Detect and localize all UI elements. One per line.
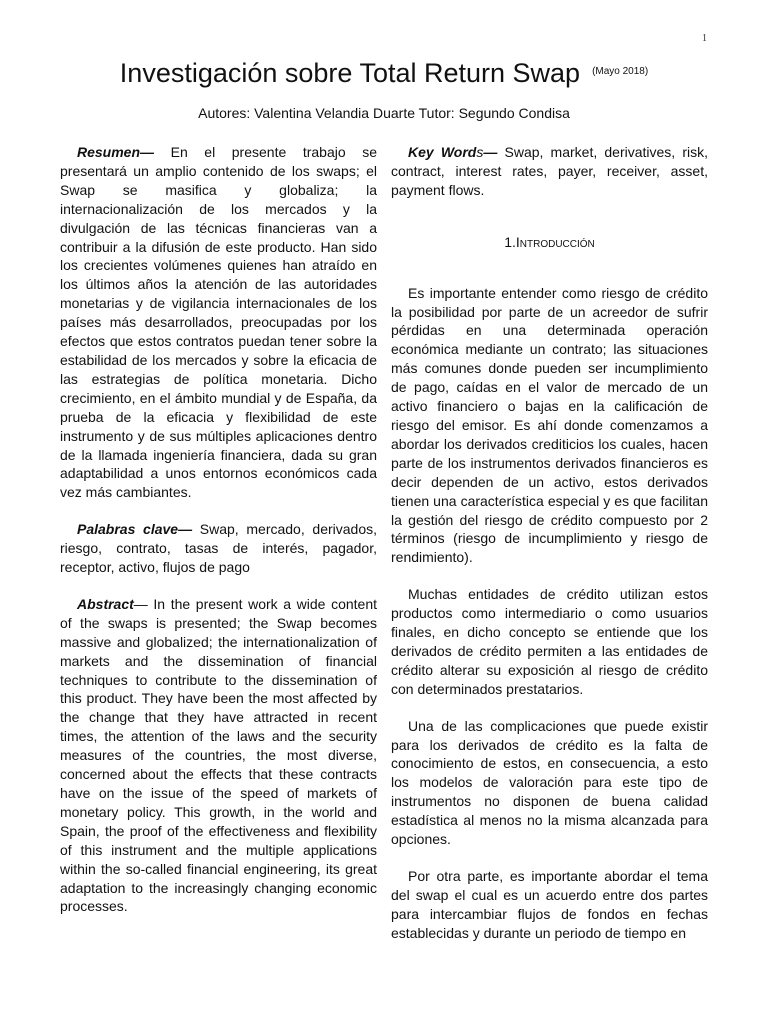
right-column xyxy=(391,143,708,961)
key-words-paragraph xyxy=(391,143,708,200)
key-words-heading-s: s xyxy=(476,144,484,160)
section-number: 1. xyxy=(504,233,516,250)
abstract-heading: Abstract xyxy=(77,595,134,612)
section-first-letter: I xyxy=(515,233,520,250)
intro-paragraph-4: Por otra parte, es importante abordar el tema del swap el cual es un acuerdo entre dos partes para intercambiar flujos de fondos en fechas establecidas y durante un periodo de tiempo en xyxy=(391,868,708,941)
abstract-text: — In the present work a wide content of the swaps is presented; the Swap becomes massive and globalized; the internationalization of markets and the dissemination of financial techniques to contribute to the dissemination of this product. They have been the most affected by the change that they have attracted in recent times, the attention of the laws and the security measures of the countries, the most diverse, concerned about the effects that these contracts have on the issue of the speed of markets of monetary policy. This growth, in the world and Spain, the proof of the effectiveness and flexibility of this instrument and the multiple applications within the so-called financial engineering, its great adaptation to the increasingly changing economic processes. xyxy=(60,595,377,915)
key-words-heading: Key Word xyxy=(408,144,477,160)
resumen-heading: Resumen— xyxy=(77,144,155,160)
left-column xyxy=(60,143,377,934)
section-title-rest: ntroducción xyxy=(519,233,595,250)
abstract-paragraph xyxy=(60,595,377,916)
paper-date: (Mayo 2018) xyxy=(592,66,649,77)
authors-line: Autores: Valentina Velandia Duarte Tutor: Segundo Condisa xyxy=(198,105,570,121)
palabras-clave-paragraph xyxy=(60,520,377,577)
resumen-text: En el presente trabajo se presentará un amplio contenido de los swaps; el Swap se masifica y globaliza; la internacionalización de los mercados y la divulgación de las técnicas financieras van a contribuir a la difusión de este producto. Han sido los crecientes volúmenes quienes han atraído en los últimos años la atención de las autoridades monetarias y de vigilancia internacionales de los países más desarrollados, preocupadas por los efectos que estos contratos puedan tener sobre la estabilidad de los mercados y sobre la eficacia de las estrategias de política monetaria. Dicho crecimiento, en el ámbito mundial y de España, da prueba de la eficacia y flexibilidad de este instrumento y de sus múltiples aplicaciones dentro de la llamada ingeniería financiera, dada su gran adaptabilidad a unos entornos económicos cada vez más cambiantes. xyxy=(60,144,377,501)
palabras-clave-heading: Palabras clave— xyxy=(77,521,193,538)
section-heading-introduccion xyxy=(391,233,708,252)
intro-paragraph-3: Una de las complicaciones que puede existir para los derivados de crédito es la falta de conocimiento de estos, en consecuencia, a esto los modelos de valoración para este tipo de instrumentos no disponen de buena calidad estadística al menos no la misma alcanzada para opciones. xyxy=(391,717,708,848)
intro-paragraph-2: Muchas entidades de crédito utilizan estos productos como intermediario o como usuarios finales, en dicho concepto se entiende que los derivados de crédito permiten a las entidades de crédito alterar su exposición al riesgo de crédito con determinados prestatarios. xyxy=(391,586,708,697)
paper-title: Investigación sobre Total Return Swap xyxy=(119,58,581,88)
palabras-clave-text: Swap, mercado, derivados, riesgo, contrato, tasas de interés, pagador, receptor, activo, flujos de pago xyxy=(60,521,378,576)
resumen-paragraph xyxy=(60,143,377,502)
title-row xyxy=(0,58,768,89)
key-words-text: Swap, market, derivatives, risk, contract, interest rates, payer, receiver, asset, payment flows. xyxy=(391,144,708,198)
intro-paragraph-1: Es importante entender como riesgo de crédito la posibilidad por parte de un acreedor de sufrir pérdidas en una determinada operación económica mediante un contrato; las situaciones más comunes donde pueden ser incumplimiento de pago, caídas en el valor de mercado de un activo financiero o bajas en la calificación de riesgo del emisor. Es ahí donde comenzamos a abordar los derivados crediticios los cuales, hacen parte de los instrumentos derivados financieros es decir dependen de un activo, estos derivados tienen una característica especial y es que facilitan la gestión del riesgo de crédito compuesto por 2 términos (riesgo de incumplimiento y riesgo de rendimiento). xyxy=(391,284,708,566)
page-number: 1 xyxy=(702,33,707,44)
key-words-heading-dash: — xyxy=(483,144,498,160)
